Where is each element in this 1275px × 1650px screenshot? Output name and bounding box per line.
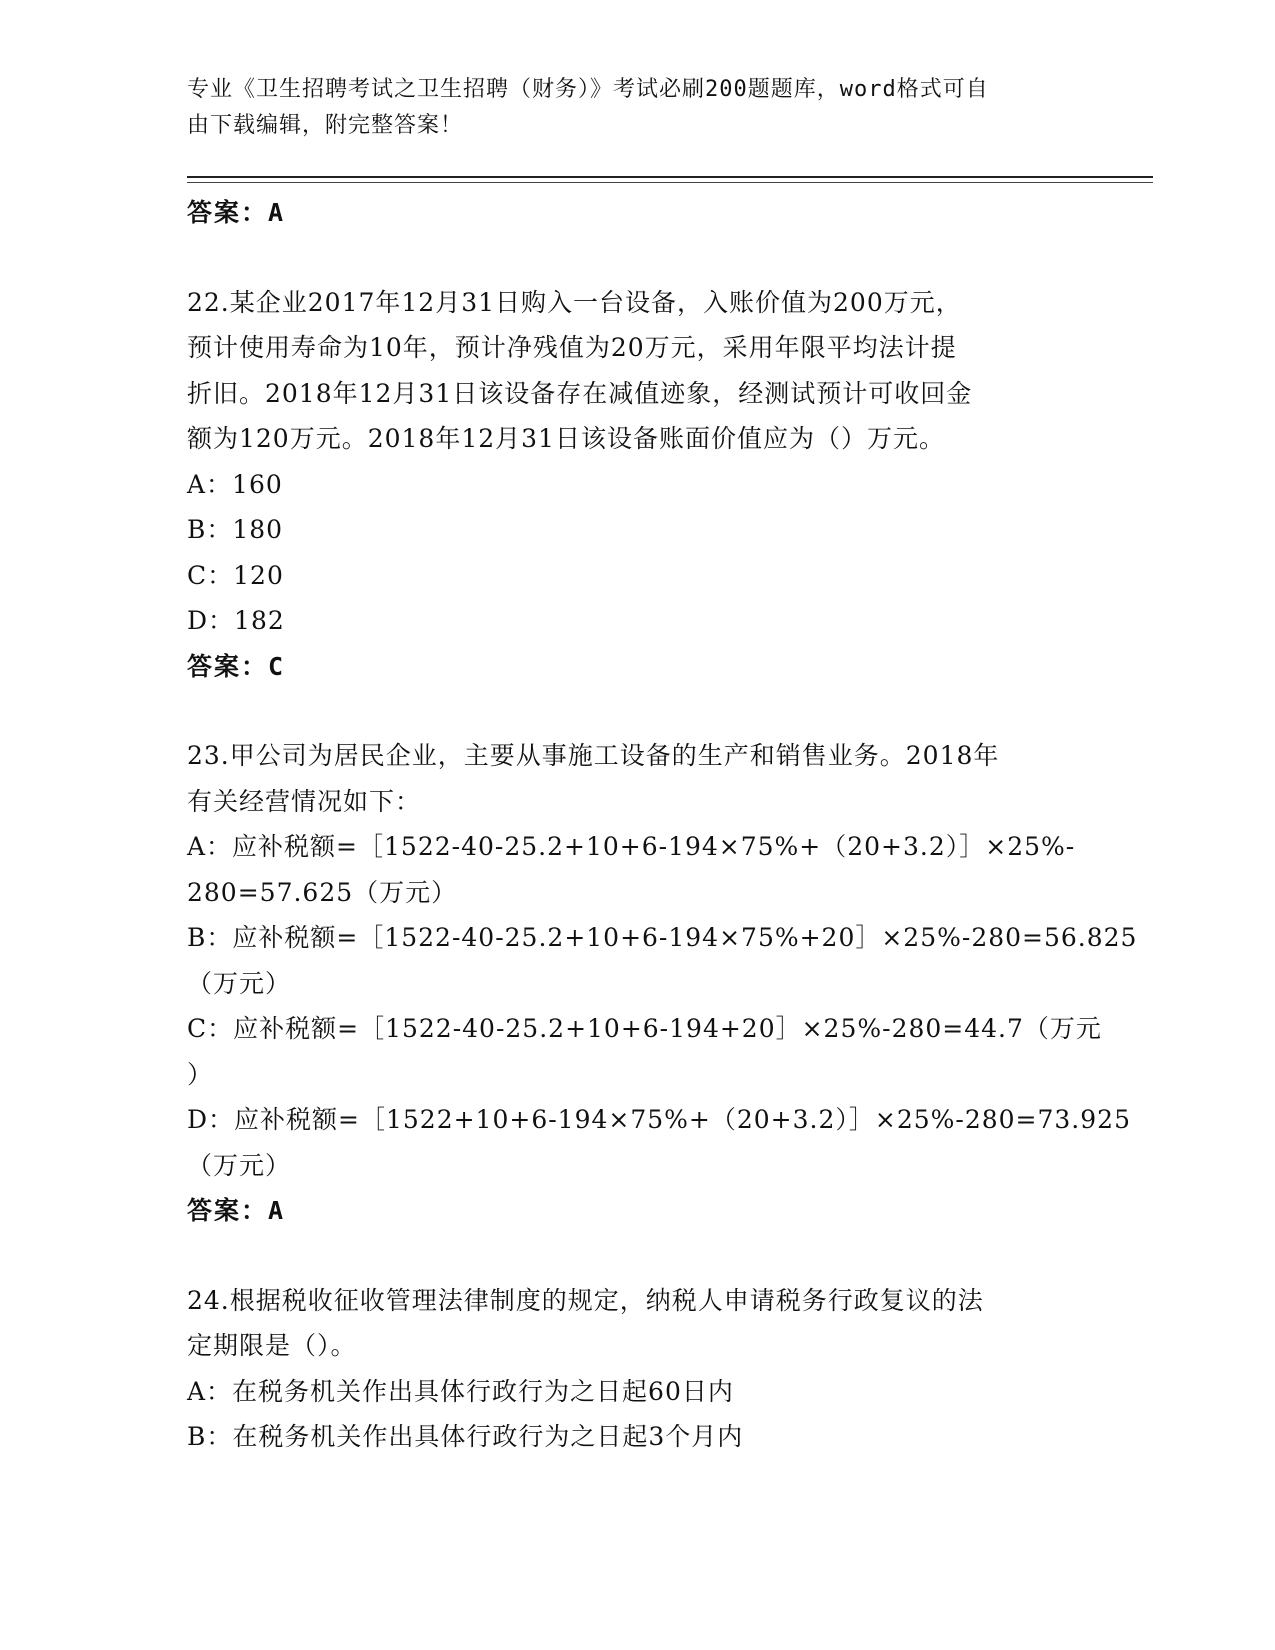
- header-rule-thick: [187, 176, 1153, 178]
- question-22-option-c: C：120: [187, 560, 284, 590]
- question-23-option-d: D：应补税额=［1522+10+6-194×75%+（20+3.2）］×25%-280=73.925: [187, 1105, 1131, 1134]
- document-header: [187, 72, 1067, 144]
- question-23-line: 有关经营情况如下：: [187, 786, 422, 816]
- answer-q21: 答案：A: [187, 198, 286, 227]
- question-22-line: 预计使用寿命为10年，预计净残值为20万元，采用年限平均法计提: [187, 333, 957, 362]
- question-23-option-a-cont: 280=57.625（万元）: [187, 877, 458, 907]
- header-rule-thin: [187, 182, 1153, 183]
- question-24: [187, 1278, 1087, 1460]
- question-24-option-b: B：在税务机关作出具体行政行为之日起3个月内: [187, 1422, 744, 1451]
- question-23-option-c: C：应补税额=［1522-40-25.2+10+6-194+20］×25%-280=44.7（万元: [187, 1014, 1102, 1043]
- question-22: [187, 280, 1087, 690]
- question-23-line: 23.甲公司为居民企业，主要从事施工设备的生产和销售业务。2018年: [187, 741, 1000, 770]
- answer-q22: 答案：C: [187, 651, 286, 681]
- spacer: [187, 689, 1087, 733]
- spacer: [187, 236, 1087, 280]
- question-22-option-a: A：160: [187, 469, 283, 499]
- document-content: [187, 190, 1138, 1460]
- question-22-option-d: D：182: [187, 606, 285, 635]
- question-22-option-b: B：180: [187, 515, 284, 544]
- question-23-option-d-cont: （万元）: [187, 1150, 292, 1180]
- question-22-line: 额为120万元。2018年12月31日该设备账面价值应为（）万元。: [187, 424, 945, 453]
- question-24-line: 24.根据税收征收管理法律制度的规定，纳税人申请税务行政复议的法: [187, 1285, 984, 1315]
- question-24-line: 定期限是（）。: [187, 1331, 357, 1360]
- question-24-option-a: A：在税务机关作出具体行政行为之日起60日内: [187, 1376, 734, 1406]
- question-22-line: 22.某企业2017年12月31日购入一台设备，入账价值为200万元，: [187, 287, 962, 317]
- answer-q23: 答案：A: [187, 1196, 286, 1225]
- spacer: [187, 1234, 1087, 1278]
- question-23-option-a: A：应补税额=［1522-40-25.2+10+6-194×75%+（20+3.2）］×25%-: [187, 832, 1076, 861]
- question-22-line: 折旧。2018年12月31日该设备存在减值迹象，经测试预计可收回金: [187, 378, 973, 408]
- header-line-2: 由下载编辑，附完整答案！: [187, 113, 464, 138]
- question-23-option-b: B：应补税额=［1522-40-25.2+10+6-194×75%+20］×25%-280=56.825: [187, 923, 1138, 952]
- header-line-1: 专业《卫生招聘考试之卫生招聘（财务）》考试必刷200题题库，word格式可自: [187, 77, 989, 102]
- question-23-option-b-cont: （万元）: [187, 968, 292, 998]
- question-23-option-c-cont: ）: [187, 1059, 214, 1089]
- question-23: [187, 733, 1138, 1234]
